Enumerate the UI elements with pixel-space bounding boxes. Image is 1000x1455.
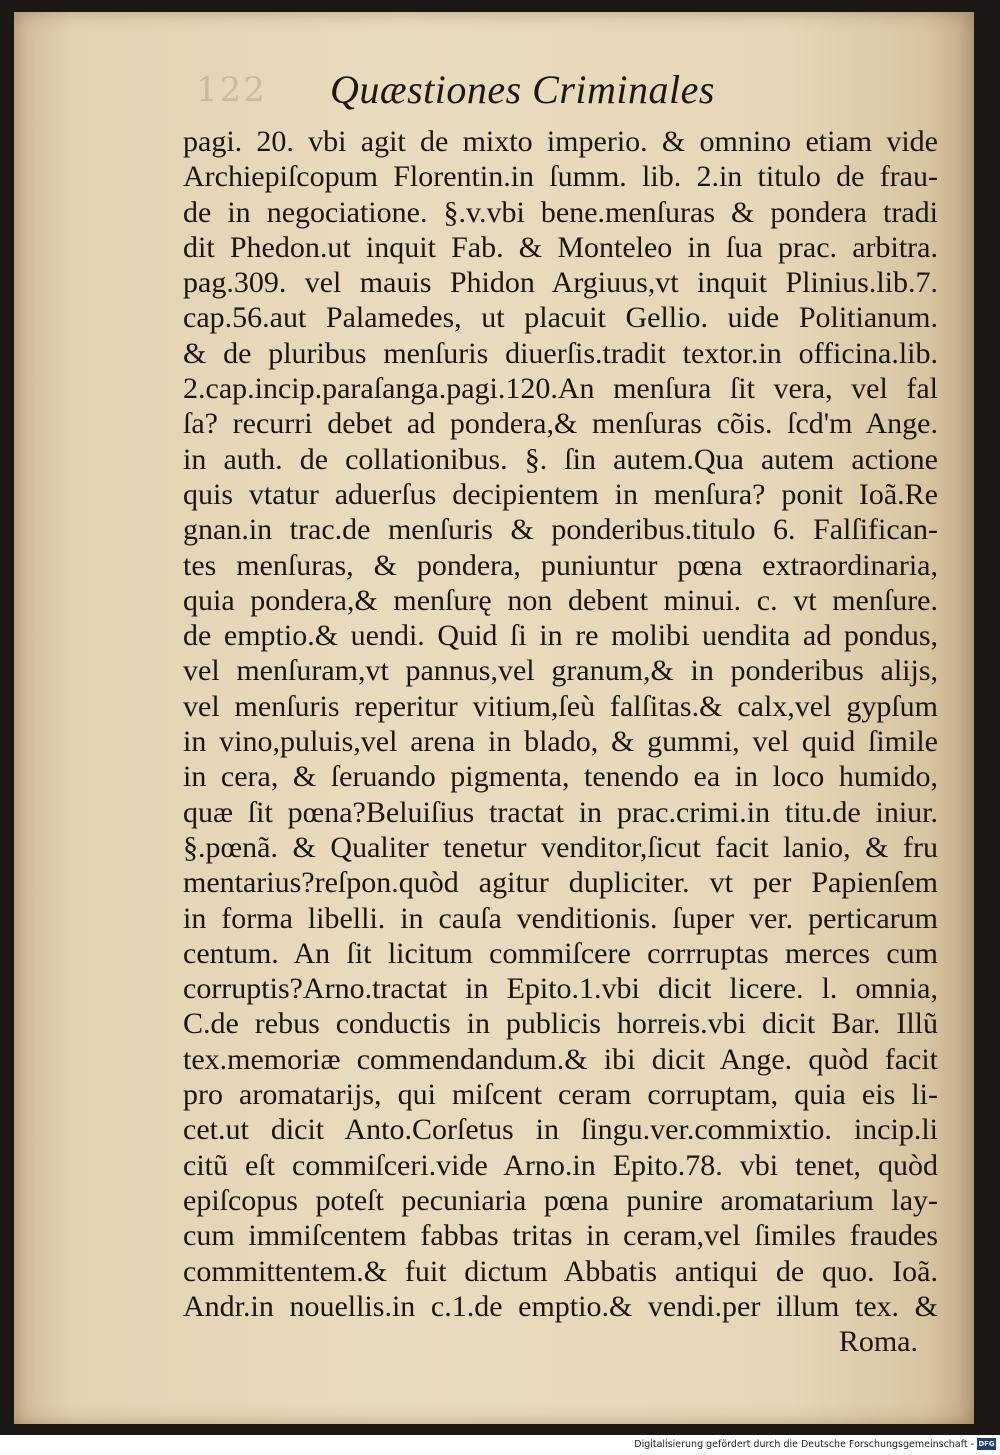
text-line: Andr.in nouellis.in c.1.de emptio.& vendi.per illum tex. & [183,1289,938,1323]
text-line: committentem.& fuit dictum Abbatis antiqui de quo. Ioã. [183,1254,938,1288]
text-line: Archiepiſcopum Florentin.in ſumm. lib. 2.in titulo de frau- [183,160,938,194]
text-line: gnan.in trac.de menſuris & ponderibus.titulo 6. Falſifican- [183,513,938,547]
text-line: tex.memoriæ commendandum.& ibi dicit Ange. quòd facit [183,1042,938,1076]
text-line: cum immiſcentem fabbas tritas in ceram,vel ſimiles fraudes [183,1219,938,1253]
body-text [183,124,938,1359]
faded-page-number: 122 [196,70,267,110]
text-line: in vino,puluis,vel arena in blado, & gummi, vel quid ſimile [183,725,938,759]
text-line: in forma libelli. in cauſa venditionis. ſuper ver. perticarum [183,901,938,935]
text-line: pag.309. vel mauis Phidon Argiuus,vt inquit Plinius.lib.7. [183,266,938,300]
text-line: corruptis?Arno.tractat in Epito.1.vbi dicit licere. l. omnia, [183,972,938,1006]
text-line: tes menſuras, & pondera, puniuntur pœna extraordinaria, [183,548,938,582]
text-line: in auth. de collationibus. §. ſin autem.Qua autem actione [183,442,938,476]
funding-credit: Digitalisierung gefördert durch die Deutsche Forschungsgemeinschaft - [634,1439,974,1450]
text-line: dit Phedon.ut inquit Fab. & Monteleo in ſua prac. arbitra. [183,230,938,264]
text-line: quia pondera,& menſurę non debent minui. c. vt menſure. [183,583,938,617]
running-head: Quæstiones Criminales [330,67,715,112]
text-line: vel menſuris reperitur vitium,ſeù falſitas.& calx,vel gypſum [183,689,938,723]
text-line: vel menſuram,vt pannus,vel granum,& in ponderibus alijs, [183,654,938,688]
text-line: de emptio.& uendi. Quid ſi in re molibi uendita ad pondus, [183,619,938,653]
text-line: pro aromatarijs, qui miſcent ceram corruptam, quia eis li- [183,1078,938,1112]
text-line: cet.ut dicit Anto.Corſetus in ſingu.ver.commixtio. incip.li [183,1113,938,1147]
text-line: & de pluribus menſuris diuerſis.tradit textor.in officina.lib. [183,336,938,370]
text-line: in cera, & ſeruando pigmenta, tenendo ea in loco humido, [183,760,938,794]
text-line: quis vtatur aduerſus decipientem in menſura? ponit Ioã.Re [183,477,938,511]
text-line: §.pœnã. & Qualiter tenetur venditor,ſicut facit lanio, & fru [183,830,938,864]
text-line: cap.56.aut Palamedes, ut placuit Gellio. uide Politianum. [183,301,938,335]
dfg-logo-icon: DFG [978,1440,995,1448]
catchword: Roma. [838,1325,918,1359]
text-line: mentarius?reſpon.quòd agitur dupliciter. vt per Papienſem [183,866,938,900]
text-line: quæ ſit pœna?Beluiſius tractat in prac.crimi.in titu.de iniur. [183,795,938,829]
text-line: pagi. 20. vbi agit de mixto imperio. & omnino etiam vide [183,125,938,158]
text-line: citũ eſt commiſceri.vide Arno.in Epito.78. vbi tenet, quòd [183,1148,938,1182]
text-line: ſa? recurri debet ad pondera,& menſuras cõis. ſcd'm Ange. [183,407,938,441]
text-line: de in negociatione. §.v.vbi bene.menſuras & pondera tradi [183,195,938,229]
text-line: centum. An ſit licitum commiſcere corrruptas merces cum [183,936,938,970]
text-line: C.de rebus conductis in publicis horreis.vbi dicit Bar. Illũ [183,1007,938,1041]
text-line: 2.cap.incip.paraſanga.pagi.120.An menſura ſit vera, vel fal [183,372,938,406]
text-line: epiſcopus poteſt pecuniaria pœna punire aromatarium lay- [183,1183,938,1217]
